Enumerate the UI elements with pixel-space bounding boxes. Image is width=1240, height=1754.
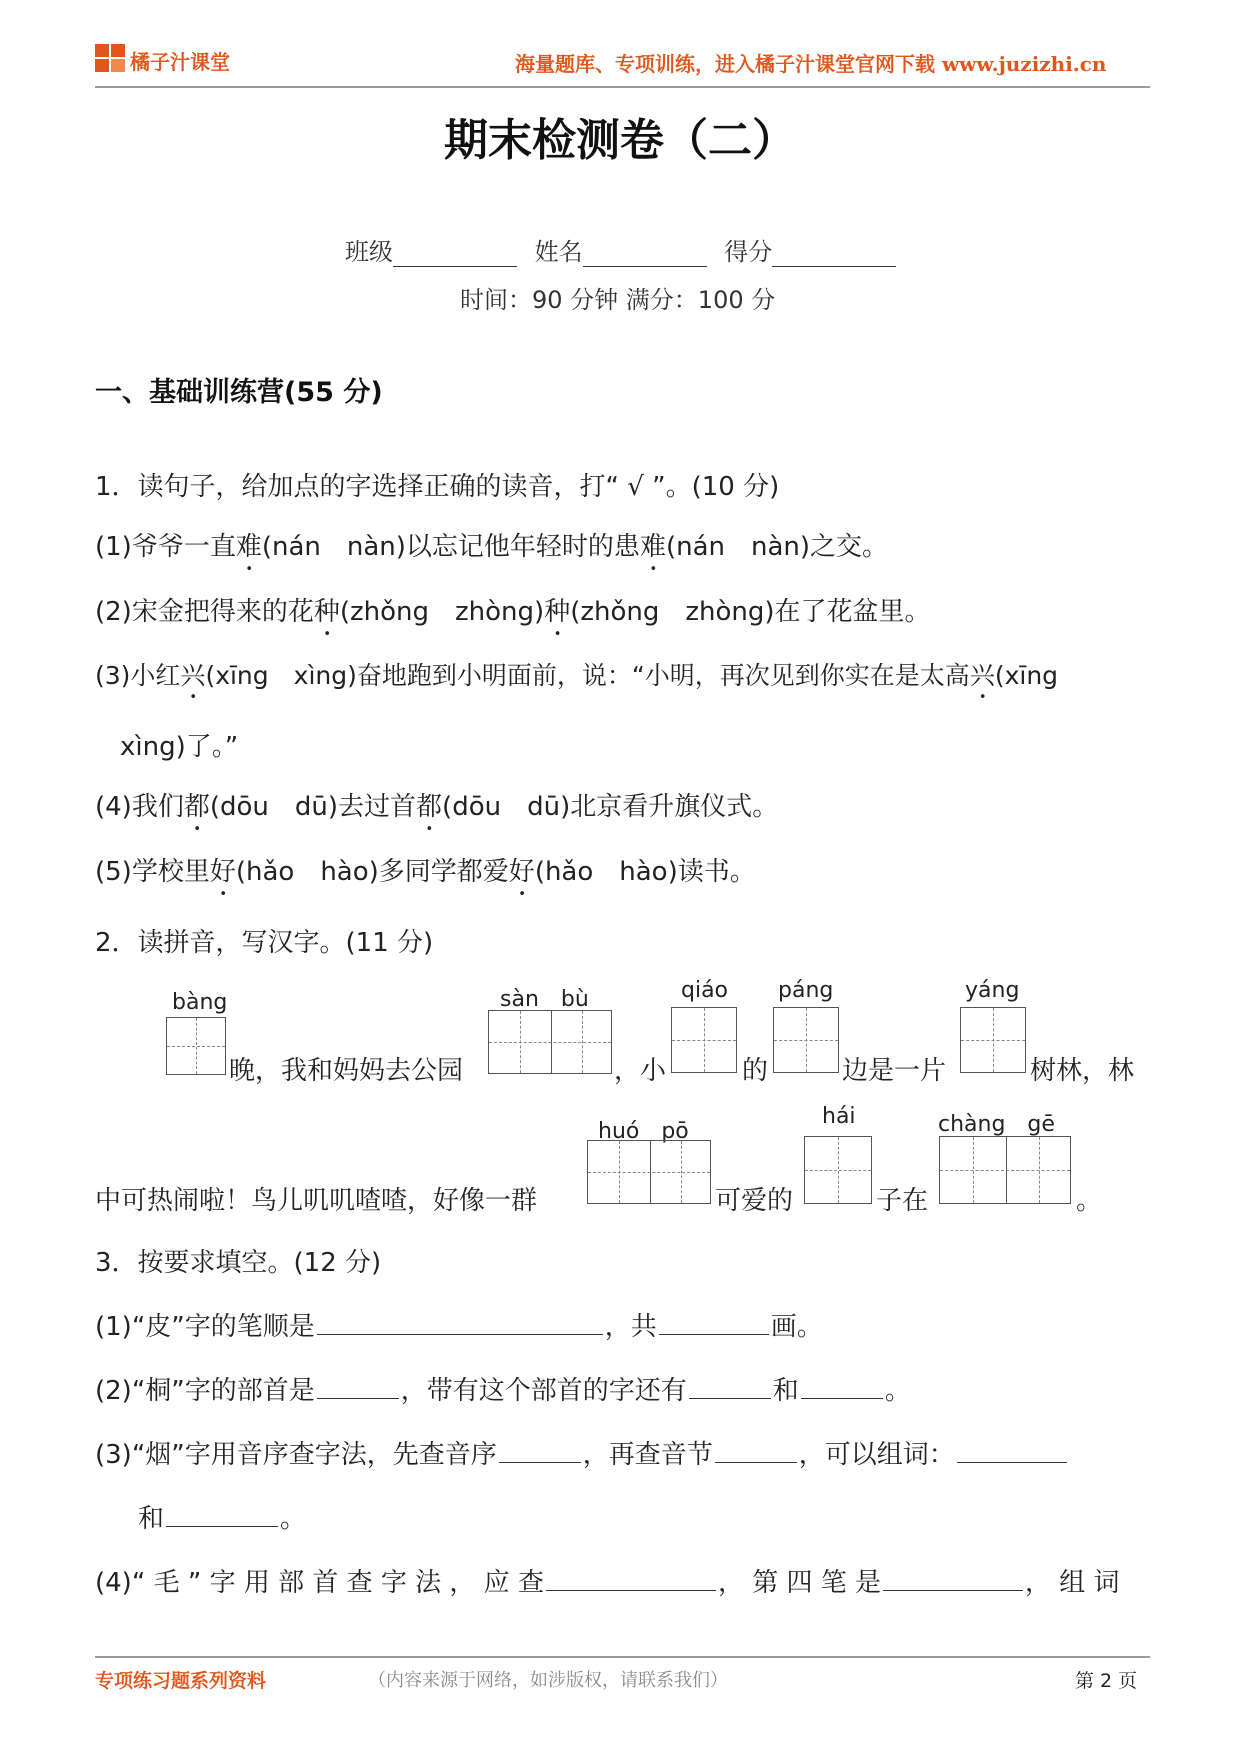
- q3-item-1: (1)“皮”字的笔顺是 ，共 画。: [95, 1312, 823, 1342]
- q2-line1-text5: 树林，林: [1030, 1056, 1135, 1086]
- page-title: 期末检测卷（二）: [444, 115, 796, 166]
- char-grid[interactable]: [587, 1140, 711, 1204]
- q3-item-3: (3)“烟”字用音序查字法，先查音序 ，再查音节 ，可以组词：: [95, 1434, 1069, 1471]
- q1-item-5: (5)学校里好(hǎo hào)多同学都爱好(hǎo hào)读书。: [95, 857, 756, 887]
- answer-blank[interactable]: [883, 1566, 1023, 1591]
- q3-item-4: (4)“ 毛 ” 字 用 部 首 查 字 法 ， 应 查 ， 第 四 笔 是 ， 组 词: [95, 1568, 1120, 1598]
- pinyin-pang: páng: [778, 978, 834, 1003]
- pinyin-changge: chàng gē: [938, 1112, 1055, 1137]
- q2-line1-text3: 的: [742, 1056, 769, 1086]
- pinyin-huopo: huó pō: [598, 1119, 689, 1144]
- char-grid[interactable]: [939, 1136, 1071, 1204]
- char-grid[interactable]: [960, 1007, 1026, 1073]
- pinyin-qiao: qiáo: [681, 978, 729, 1003]
- q1-item-4: (4)我们都(dōu dū)去过首都(dōu dū)北京看升旗仪式。: [95, 792, 779, 822]
- q1-item-1: (1)爷爷一直难(nán nàn)以忘记他年轻时的患难(nán nàn)之交。: [95, 532, 889, 562]
- q2-line1-text1: 晚，我和妈妈去公园: [229, 1056, 464, 1086]
- q3-stem: 3．按要求填空。(12 分): [95, 1248, 382, 1278]
- q1-item-3-cont: xìng)了。”: [120, 732, 239, 762]
- q3-item-3-cont: 和 。: [138, 1504, 307, 1534]
- answer-blank[interactable]: [317, 1374, 399, 1399]
- q1-item-2: (2)宋金把得来的花种(zhǒng zhòng)种(zhǒng zhòng)在了花盆里。: [95, 597, 931, 627]
- pinyin-sanbu: sàn bù: [500, 987, 589, 1012]
- pinyin-yang: yáng: [965, 978, 1020, 1003]
- class-field: [393, 240, 517, 267]
- q2-line2-text4: 。: [1076, 1186, 1103, 1216]
- pinyin-bang: bàng: [172, 990, 228, 1015]
- q2-line1-text4: 边是一片: [842, 1056, 947, 1086]
- answer-blank[interactable]: [166, 1502, 278, 1527]
- header-divider: [95, 86, 1150, 88]
- q1-item-3: (3)小红兴(xīng xìng)奋地跑到小明面前，说：“小明，再次见到你实在是太高兴(xīng: [95, 661, 1059, 690]
- q3-item-2: (2)“桐”字的部首是 ，带有这个部首的字还有 和 。: [95, 1376, 911, 1406]
- answer-blank[interactable]: [689, 1374, 771, 1399]
- answer-blank[interactable]: [499, 1438, 581, 1463]
- char-grid[interactable]: [773, 1007, 839, 1073]
- name-label: 姓名: [534, 238, 583, 266]
- answer-blank[interactable]: [546, 1566, 716, 1591]
- pinyin-hai: hái: [822, 1104, 856, 1129]
- char-grid[interactable]: [166, 1017, 226, 1075]
- time-score-line: 时间：90 分钟 满分：100 分: [460, 286, 776, 314]
- score-field: [772, 240, 896, 267]
- answer-blank[interactable]: [659, 1310, 769, 1335]
- footer-notice: （内容来源于网络，如涉版权，请联系我们）: [368, 1670, 728, 1691]
- name-field: [583, 240, 707, 267]
- char-grid[interactable]: [671, 1007, 737, 1073]
- answer-blank[interactable]: [957, 1438, 1067, 1463]
- char-grid[interactable]: [488, 1010, 612, 1074]
- answer-blank[interactable]: [715, 1438, 797, 1463]
- header-slogan: 海量题库、专项训练，进入橘子汁课堂官网下载 www.juzizhi.cn: [515, 52, 1107, 76]
- char-grid[interactable]: [804, 1136, 872, 1204]
- q2-line1-text2: ，小: [614, 1056, 667, 1086]
- brand-name: 橘子汁课堂: [130, 50, 230, 74]
- q2-stem: 2．读拼音，写汉字。(11 分): [95, 928, 434, 958]
- score-label: 得分: [724, 238, 773, 266]
- page-number: 第 2 页: [1075, 1670, 1138, 1692]
- footer-divider: [95, 1656, 1150, 1658]
- answer-blank[interactable]: [317, 1310, 603, 1335]
- section-heading: 一、基础训练营(55 分): [95, 377, 383, 408]
- q2-line2-text3: 子在: [876, 1186, 929, 1216]
- q2-line2-text1: 中可热闹啦！鸟儿叽叽喳喳，好像一群: [95, 1186, 538, 1216]
- class-label: 班级: [345, 238, 393, 266]
- answer-blank[interactable]: [801, 1374, 883, 1399]
- q1-stem: 1．读句子，给加点的字选择正确的读音，打“ √ ”。(10 分): [95, 472, 780, 502]
- student-info: [345, 232, 896, 267]
- footer-series: 专项练习题系列资料: [95, 1670, 267, 1692]
- brand-logo-icon: [95, 44, 127, 74]
- q2-line2-text2: 可爱的: [715, 1186, 794, 1216]
